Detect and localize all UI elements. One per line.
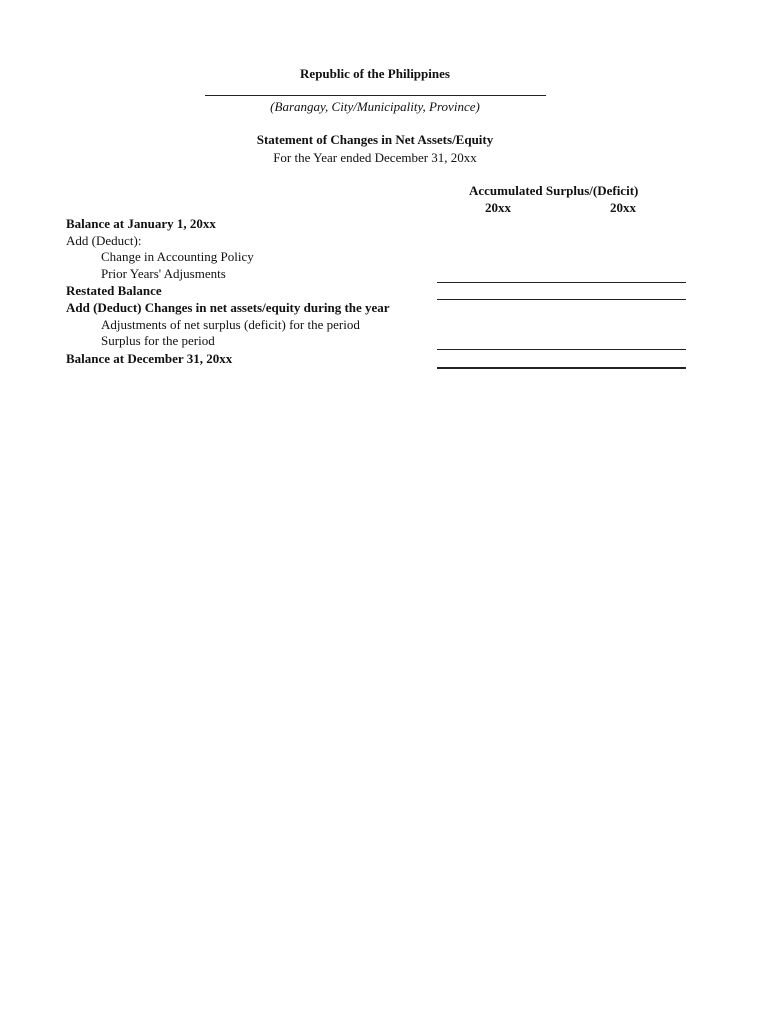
row-surplus-for-period: Surplus for the period [101, 333, 215, 348]
republic-heading: Republic of the Philippines [300, 66, 450, 81]
row-restated-balance: Restated Balance [66, 283, 162, 298]
column-year-1: 20xx [485, 200, 511, 215]
row-balance-december: Balance at December 31, 20xx [66, 351, 233, 366]
subtotal-rule-2 [437, 299, 686, 300]
total-rule [437, 367, 686, 369]
row-changes-during-year: Add (Deduct) Changes in net assets/equity during the year [66, 300, 390, 315]
row-prior-years-adjustments: Prior Years' Adjusments [101, 266, 226, 281]
column-group-label: Accumulated Surplus/(Deficit) [469, 183, 639, 198]
subtotal-rule-3 [437, 349, 686, 350]
subtotal-rule-1 [437, 282, 686, 283]
row-add-deduct: Add (Deduct): [66, 233, 142, 248]
statement-period: For the Year ended December 31, 20xx [273, 150, 477, 165]
row-balance-january: Balance at January 1, 20xx [66, 216, 216, 231]
column-year-2: 20xx [610, 200, 636, 215]
locality-blank-line [205, 95, 546, 96]
row-change-accounting-policy: Change in Accounting Policy [101, 249, 254, 264]
statement-title: Statement of Changes in Net Assets/Equity [256, 132, 494, 147]
locality-hint: (Barangay, City/Municipality, Province) [270, 99, 480, 114]
row-adjustments-net-surplus: Adjustments of net surplus (deficit) for the period [101, 317, 360, 332]
